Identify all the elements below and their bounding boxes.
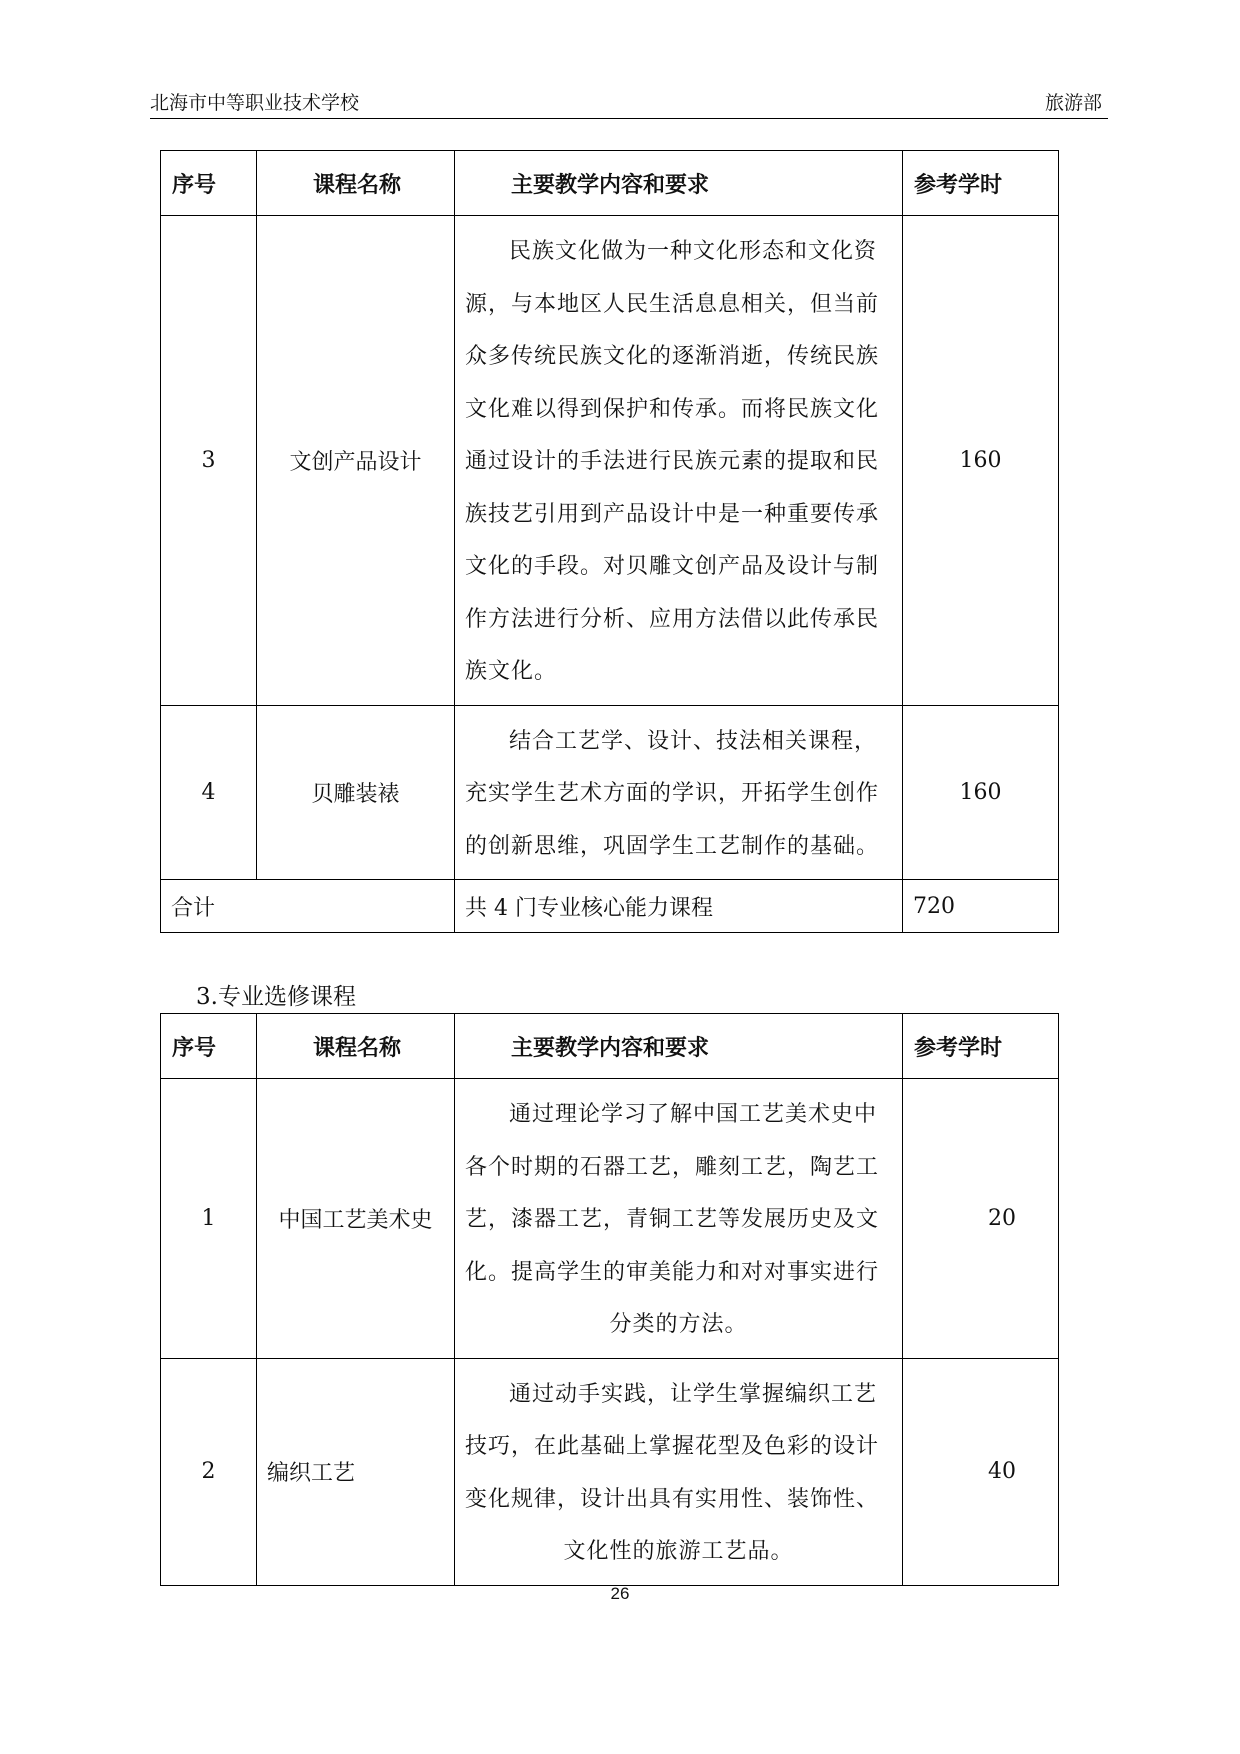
table-row xyxy=(161,705,1059,880)
column-header-name: 课程名称 xyxy=(257,151,455,216)
school-name: 北海市中等职业技术学校 xyxy=(150,92,360,114)
row-name: 中国工艺美术史 xyxy=(257,1079,455,1359)
column-header-hours: 参考学时 xyxy=(903,151,1059,216)
total-row xyxy=(161,880,1059,933)
total-content: 共 4 门专业核心能力课程 xyxy=(455,880,903,933)
column-header-name: 课程名称 xyxy=(257,1014,455,1079)
table-row xyxy=(161,1079,1059,1359)
column-header-no: 序号 xyxy=(161,151,257,216)
column-header-no: 序号 xyxy=(161,1014,257,1079)
row-content xyxy=(455,705,903,880)
row-content-text: 通过理论学习了解中国工艺美术史中各个时期的石器工艺，雕刻工艺，陶艺工艺，漆器工艺，青铜工艺等发展历史及文化。提高学生的审美能力和对对事实进行 xyxy=(465,1102,880,1285)
row-no: 3 xyxy=(161,216,257,706)
row-content-text: 民族文化做为一种文化形态和文化资源，与本地区人民生活息息相关，但当前众多传统民族文化的逐渐消逝，传统民族文化难以得到保护和传承。而将民族文化通过设计的手法进行民族元素的提取和民族技艺引用到产品设计中是一种重要传承文化的手段。对贝雕文创产品及设计与制作方法进行分析、应用方法借以此传承民族文化。 xyxy=(465,239,880,684)
elective-courses-table xyxy=(160,1013,1059,1586)
column-header-hours: 参考学时 xyxy=(903,1014,1059,1079)
row-content-tail: 分类的方法。 xyxy=(609,1312,748,1337)
row-content xyxy=(455,1079,903,1359)
total-hours: 720 xyxy=(903,880,1059,933)
row-name: 文创产品设计 xyxy=(257,216,455,706)
table-row xyxy=(161,1358,1059,1585)
row-hours: 160 xyxy=(903,705,1059,880)
row-content-tail: 文化性的旅游工艺品。 xyxy=(563,1539,794,1564)
core-courses-table xyxy=(160,150,1059,933)
department-name: 旅游部 xyxy=(1044,92,1102,114)
page-header xyxy=(150,88,1108,119)
row-name: 编织工艺 xyxy=(257,1358,455,1585)
column-header-content: 主要教学内容和要求 xyxy=(455,1014,903,1079)
row-content-text: 通过动手实践，让学生掌握编织工艺技巧，在此基础上掌握花型及色彩的设计变化规律，设计出具有实用性、装饰性、 xyxy=(465,1381,880,1512)
row-hours: 40 xyxy=(903,1358,1059,1585)
row-hours: 20 xyxy=(903,1079,1059,1359)
row-no: 4 xyxy=(161,705,257,880)
row-name: 贝雕装裱 xyxy=(257,705,455,880)
row-no: 1 xyxy=(161,1079,257,1359)
column-header-content: 主要教学内容和要求 xyxy=(455,151,903,216)
total-label: 合计 xyxy=(161,880,455,933)
row-content-text: 结合工艺学、设计、技法相关课程，充实学生艺术方面的学识，开拓学生创作的创新思维，巩固学生工艺制作的基础。 xyxy=(465,728,880,859)
row-content xyxy=(455,216,903,706)
section-title: 3.专业选修课程 xyxy=(196,984,356,1010)
table-header-row xyxy=(161,151,1059,216)
row-no: 2 xyxy=(161,1358,257,1585)
page-number: 26 xyxy=(610,1584,630,1603)
table-header-row xyxy=(161,1014,1059,1079)
table-row xyxy=(161,216,1059,706)
row-content xyxy=(455,1358,903,1585)
row-hours: 160 xyxy=(903,216,1059,706)
